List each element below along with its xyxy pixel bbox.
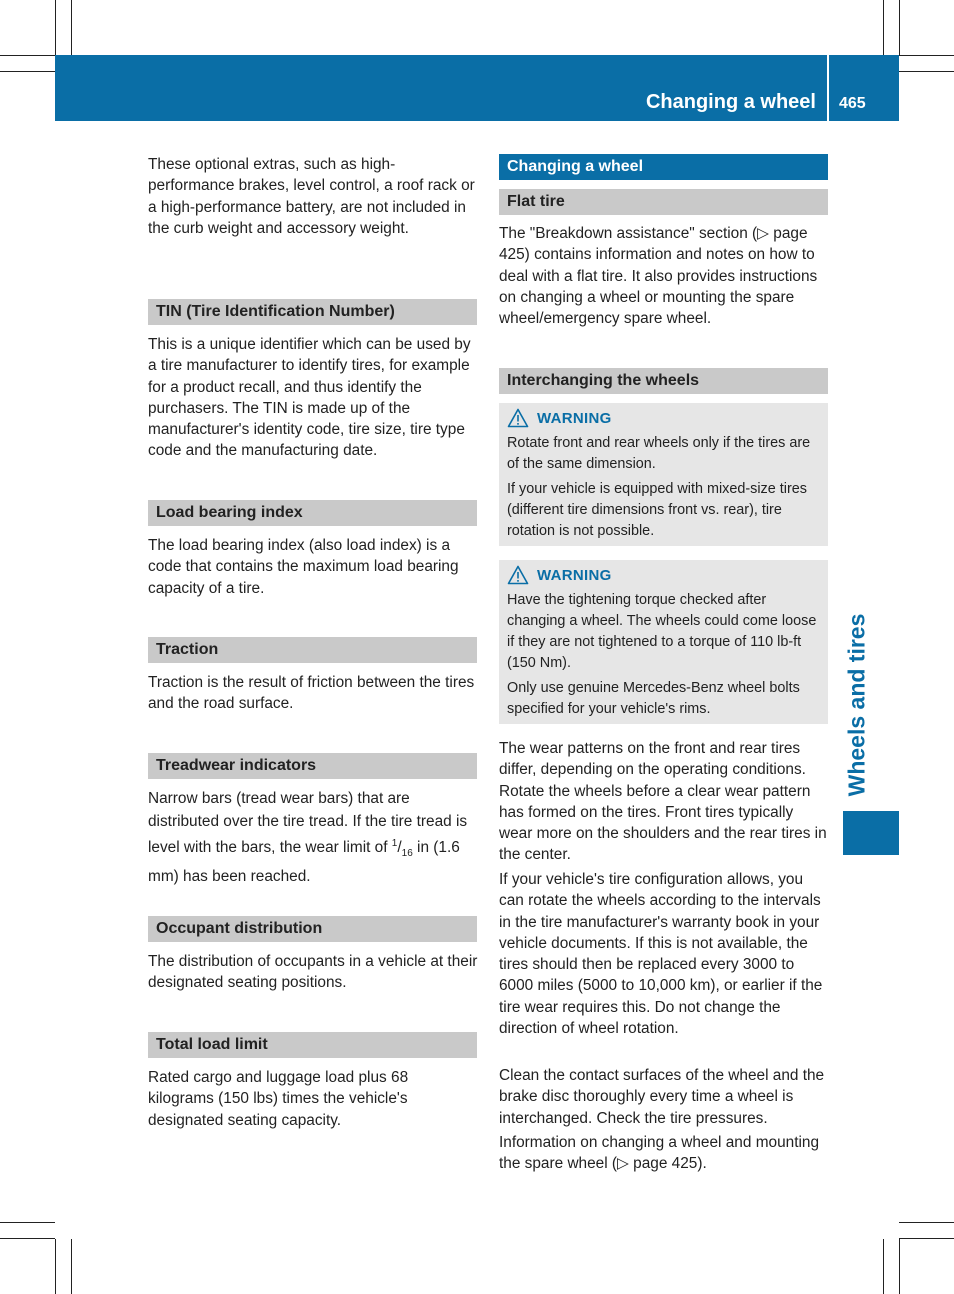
section-heading-traction: Traction [148, 637, 477, 663]
crop-mark [71, 0, 72, 55]
page-number: 465 [839, 95, 866, 112]
warning-text: Have the tightening torque checked after changing a wheel. The wheels could come loose if they are not tightened to a torque of 110 lb-ft (150 Nm). [507, 592, 817, 671]
section-heading-total-load: Total load limit [148, 1032, 477, 1058]
section-text-total-load: Rated cargo and luggage load plus 68 kilograms (150 lbs) times the vehicle's designated seating capacity. [148, 1069, 409, 1129]
warning-text: Rotate front and rear wheels only if the tires are of the same dimension. [507, 435, 811, 472]
crop-mark [899, 71, 954, 72]
warning-text: If your vehicle is equipped with mixed-size tires (different tire dimensions front vs. rear), tire rotation is not possible. [507, 481, 807, 539]
body-paragraph: If your vehicle's tire configuration allows, you can rotate the wheels according to the intervals in the tire manufacturer's warranty book in your vehicle documents. If this is not available, the tires should then be replaced every 3000 to 6000 miles (5000 to 10,000 km), or earlier if the tire wear requires this. Do not change the direction of wheel rotation. [499, 871, 823, 1038]
warning-header [507, 407, 820, 429]
page-header [55, 55, 899, 121]
crop-mark [0, 71, 55, 72]
section-heading-flat-tire: Flat tire [499, 189, 828, 215]
crop-mark [0, 1222, 55, 1223]
section-text-occupant: The distribution of occupants in a vehicle at their designated seating positions. [148, 953, 478, 992]
section-text-traction: Traction is the result of friction between the tires and the road surface. [148, 674, 475, 713]
crop-mark [0, 55, 55, 56]
warning-label: WARNING [537, 409, 612, 427]
section-heading-treadwear: Treadwear indicators [148, 753, 477, 779]
crop-mark [883, 1239, 884, 1294]
crop-mark [55, 1239, 56, 1294]
chapter-tab [843, 610, 871, 800]
section-text-flat-tire: The "Breakdown assistance" section (▷ page 425) contains information and notes on how to deal with a flat tire. It also provides instructions on changing a wheel or mounting the spare wheel/emergency spare wheel. [499, 225, 818, 328]
section-heading-occupant: Occupant distribution [148, 916, 477, 942]
main-heading-changing-wheel: Changing a wheel [499, 154, 828, 180]
warning-box [499, 403, 828, 546]
crop-mark [71, 1239, 72, 1294]
intro-paragraph: These optional extras, such as high-performance brakes, level control, a roof rack or a high-performance battery, are not included in the curb weight and accessory weight. [148, 156, 475, 237]
treadwear-text-start: Narrow bars (tread wear bars) that are distributed over the tire tread. If the tire tread is level with the bars, the wear limit of [148, 790, 468, 857]
section-heading-interchanging: Interchanging the wheels [499, 368, 828, 394]
chapter-tab-label: Wheels and tires [843, 613, 870, 797]
warning-text: Only use genuine Mercedes-Benz wheel bolts specified for your vehicle's rims. [507, 680, 800, 717]
section-text-treadwear [148, 788, 478, 888]
header-divider [827, 55, 829, 121]
crop-mark [899, 0, 900, 55]
warning-label: WARNING [537, 566, 612, 584]
warning-header [507, 564, 820, 586]
body-paragraph: The wear patterns on the front and rear tires differ, depending on the operating conditions. Rotate the wheels before a clear wear pattern has formed on the tires. Front tires typically wear more on the shoulders and the rear tires in the center. [499, 740, 827, 864]
crop-mark [899, 1239, 900, 1294]
warning-box [499, 560, 828, 724]
section-heading-tin: TIN (Tire Identification Number) [148, 299, 477, 325]
crop-mark [883, 0, 884, 55]
section-text-load-index: The load bearing index (also load index) is a code that contains the maximum load bearing capacity of a tire. [148, 537, 459, 597]
crop-mark [55, 0, 56, 55]
section-text-tin: This is a unique identifier which can be used by a tire manufacturer to identify tires, for example for a product recall, and thus identify the purchasers. The TIN is made up of the manufacturer's identity code, tire size, tire type code and the manufacturing date. [148, 336, 471, 460]
fraction-numerator: 1 [391, 838, 398, 849]
page-title: Changing a wheel [645, 91, 816, 113]
warning-triangle-icon [507, 408, 529, 428]
section-heading-load-index: Load bearing index [148, 500, 477, 526]
crop-mark [899, 1238, 954, 1239]
body-paragraph: Information on changing a wheel and mounting the spare wheel (▷ page 425). [499, 1134, 820, 1173]
chapter-tab-marker [843, 811, 899, 855]
crop-mark [899, 55, 954, 56]
crop-mark [899, 1222, 954, 1223]
fraction-denominator: 16 [401, 848, 413, 860]
fraction-slash: / [397, 839, 402, 857]
treadwear-text-end: in (1.6 mm) has been reached. [148, 839, 460, 885]
body-paragraph: Clean the contact surfaces of the wheel and the brake disc thoroughly every time a wheel is interchanged. Check the tire pressures. [499, 1067, 825, 1127]
warning-triangle-icon [507, 565, 529, 585]
crop-mark [0, 1238, 55, 1239]
